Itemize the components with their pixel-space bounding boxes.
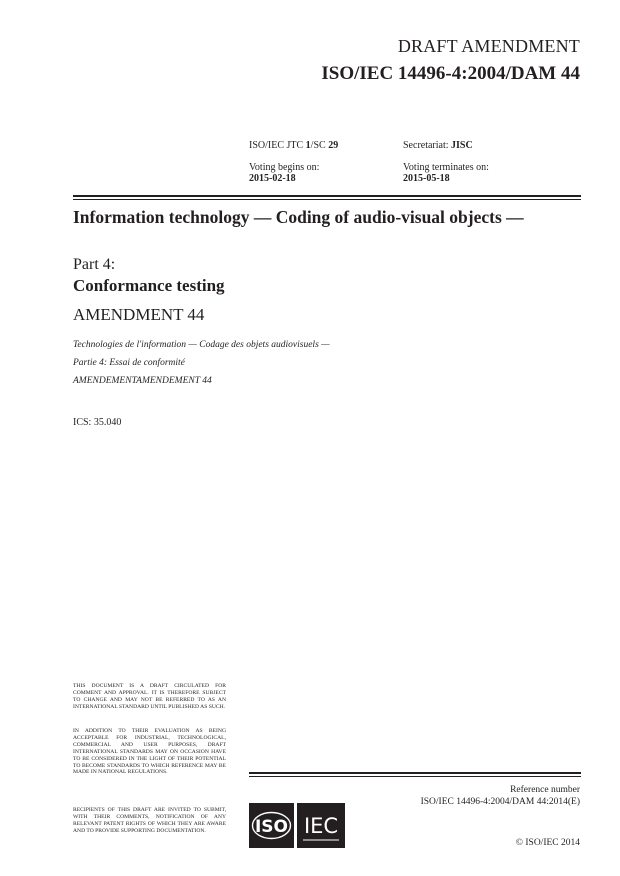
- amendment-label: AMENDMENT 44: [73, 305, 205, 324]
- iec-logo-mark: [297, 803, 345, 848]
- committee-jtc: 1: [305, 140, 311, 151]
- voting-ends-label: Voting terminates on:: [403, 162, 489, 173]
- part-label: Part 4:: [73, 256, 116, 273]
- iso-logo-text: ISO: [254, 817, 289, 837]
- iec-logo: [297, 803, 345, 848]
- iso-logo-mark: [249, 803, 294, 848]
- voting-begins-date: 2015-02-18: [249, 173, 296, 184]
- footer-rule-thin: [249, 776, 581, 777]
- committee-reference: [249, 140, 338, 151]
- voting-begins-label: Voting begins on:: [249, 162, 320, 173]
- secretariat-value: JISC: [451, 140, 473, 151]
- reference-label: Reference number: [510, 785, 580, 795]
- part-title: Conformance testing: [73, 276, 225, 295]
- draft-amendment-label: DRAFT AMENDMENT: [397, 36, 580, 56]
- title-rule-thin: [73, 199, 581, 200]
- document-number: ISO/IEC 14496-4:2004/DAM 44: [321, 63, 580, 84]
- french-title-line-2: Partie 4: Essai de conformité: [73, 358, 185, 368]
- patent-notice: RECIPIENTS OF THIS DRAFT ARE INVITED TO SUBMIT, WITH THEIR COMMENTS, NOTIFICATION OF ANY RELEVANT PATENT RIGHTS OF WHICH THEY ARE AWARE AND TO PROVIDE SUPPORTING DOCUMENTATION.: [73, 807, 226, 834]
- french-title-line-3: AMENDEMENTAMENDEMENT 44: [73, 376, 212, 386]
- secretariat-label: Secretariat:: [403, 140, 452, 151]
- secretariat: [403, 140, 473, 151]
- french-title-line-1: Technologies de l'information — Codage des objets audiovisuels —: [73, 340, 330, 350]
- committee-sc: 29: [328, 140, 339, 151]
- draft-notice: THIS DOCUMENT IS A DRAFT CIRCULATED FOR COMMENT AND APPROVAL. IT IS THEREFORE SUBJECT TO CHANGE AND MAY NOT BE REFERRED TO AS AN INTERNATIONAL STANDARD UNTIL PUBLISHED AS SUCH.: [73, 683, 226, 710]
- reference-number: ISO/IEC 14496-4:2004/DAM 44:2014(E): [420, 797, 580, 807]
- voting-ends-date: 2015-05-18: [403, 173, 450, 184]
- title-rule-thick: [73, 195, 581, 197]
- footer-rule-thick: [249, 772, 581, 774]
- iso-logo: [249, 803, 294, 848]
- copyright: © ISO/IEC 2014: [515, 838, 580, 848]
- committee-sc-prefix: /SC: [310, 140, 329, 151]
- document-title: Information technology — Coding of audio-visual objects —: [73, 207, 524, 227]
- evaluation-notice: IN ADDITION TO THEIR EVALUATION AS BEING ACCEPTABLE FOR INDUSTRIAL, TECHNOLOGICAL, COMMERCIAL AND USER PURPOSES, DRAFT INTERNATIONAL STANDARDS MAY ON OCCASION HAVE TO BE CONSIDERED IN THE LIGHT OF THEIR POTENTIAL TO BECOME STANDARDS TO WHICH REFERENCE MAY BE MADE IN NATIONAL REGULATIONS.: [73, 728, 226, 776]
- ics-code: ICS: 35.040: [73, 417, 122, 428]
- iec-logo-text: IEC: [303, 814, 339, 838]
- committee-prefix: ISO/IEC JTC: [249, 140, 306, 151]
